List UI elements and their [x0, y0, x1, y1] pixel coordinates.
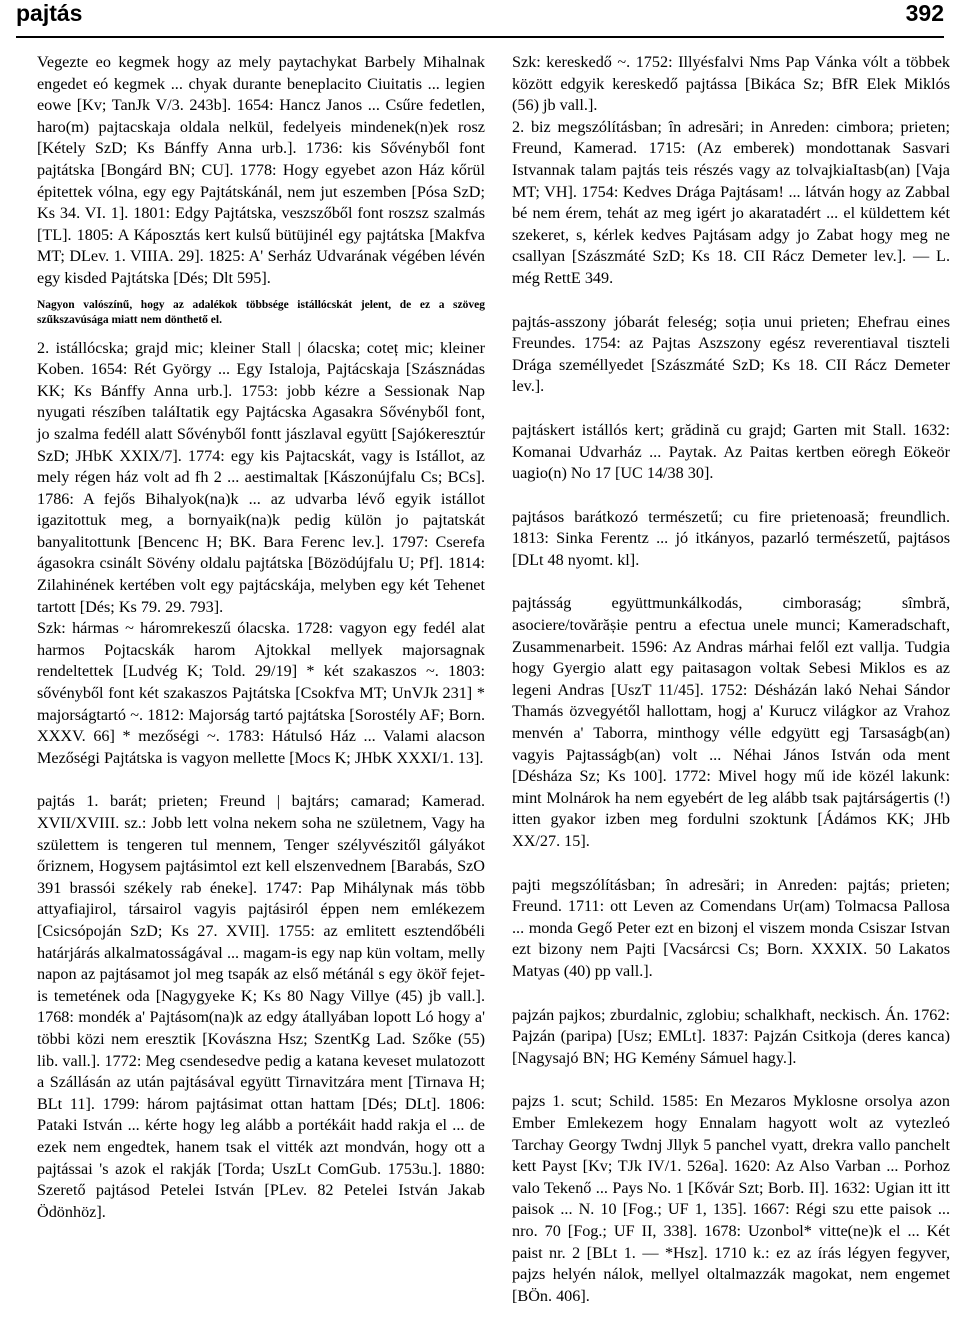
running-head: pajtás [16, 0, 83, 26]
entry-paragraph: 2. biz megszólításban; în adresări; in Anreden: cimbora; prieten; Freund, Kamerad. 1715: (Az emberek) mondottanak Sasvari Istvannak talam pajtás teis részés vagy az tolvajkiaItasb(an) [Vaja MT; VH]. 1754: Kedves Drága Pajtásam! ... látván hogy az Zabbal bé nem érem, tehát az meg igért jo akaratadért ... el küldettem két szekeret, s, kérlek kedves Pajtásam adgy jo Zabat hogy meg ne csallyan [Szászmáté SzD; Ks 18. CII Rácz Demeter lev.]. — L. még RettE 349. [512, 117, 950, 287]
entry-paragraph: pajtáskert istállós kert; grădină cu grajd; Garten mit Stall. 1632: Komanai Udvarház ... Paytak. Az Paitas kertben eöregh Eökeör uagio(n) No 17 [UC 14/38 30]. [512, 420, 950, 483]
entry-paragraph: pajtás 1. barát; prieten; Freund | bajtárs; camarad; Kamerad. XVII/XVIII. sz.: Jobb lett volna nekem soha ne születnem, Vagy ha születtem is tengeren tul mennem, Tenger szélyvészitől gályákot őriznem, Hogysem pajtásimtol ezt kell elszenvednem [Barabás, SzO 391 brassói székely rab éneke]. 1747: Pap Mihálynak más több attyafiajirol, társairol vagyis pajtásiról éppen nem emlékezem [Csicsópoján SzD; Ks 27. XVII]. 1755: az emlitett esztendőbéli határjárás alkalmatosságával ... magam-is egy nap kün voltam, melly napon az pajtásamot jol meg tsapák az első métánál s egy ököř fejet-is temetének oda [Nagygyeke K; Ks 80 Nagy Villye (45) jb vall.]. 1768: mondék a' Pajtásom(na)k az edgy átallyában lopott Ló hogy a' többi közi nem eresztik [Kovászna Hsz; SzentKg Lad. Szőke (55) lib. vall.]. 1772: Meg csendesedve pedig a katana keveset mulatozott a Szállásán az után pajtásával együtt Tirnavitzára ment [Tirnava H; BLt 11]. 1799: három pajtásimat ottan hattam [Dés; DLt]. 1806: Pataki István ... kérte hogy leg alább a portékáit hadd rakja el ... de ezek nem engedtek, hanem tsak el vitték azt mondván, hogy ott a pajtássai 's azok el rakják [Torda; UszLt ComGub. 1753u.]. 1880: Szerető pajtásod Petelei István [PLev. 82 Petelei István Jakab Ödönhöz]. [37, 792, 485, 1221]
entry-paragraph: pajtás-asszony jóbarát feleség; soția unui prieten; Ehefrau eines Freundes. 1754: az Pajtas Aszszony egész reverentiaval tiszteli Drága személlyedet [Szászmáté SzD; Ks 18. CII Rácz Demeter lev.]. [512, 312, 950, 396]
entry-paragraph: Szk: kereskedő ~. 1752: Illyésfalvi Nms Pap Vánka vólt a többek között edgyik kereskedő pajtássa [Bikáca Sz; BfR Elek Miklós (56) jb vall.]. [512, 53, 950, 115]
entry-paragraph: pajtásság együttmunkálkodás, cimboraság; sîmbră, asociere/tovărășie pentru a efectua unele munci; Kameradschaft, Zusammenarbeit. 1596: Az Andras márhai felől ezt vallja. Tudgia hogy Gyergio alatt egy paitasagon voltak Sebesi Miklos es az legeni Andras [UszT 11/45]. 1752: Désházán lakó Nehai Sándor Thamás özvegyétől hallottam, hogj a' Kurucz világkor az Vrahoz menvén a' Taborra, minthogy vélle edgyütt egj Tarsaságb(an) vagyis Pajtasságb(an) volt ... Néhai János István oda ment [Désháza Sz; Ks 100]. 1772: Mivel hogy mű ide közél lakunk: mint Molnárok ha nem egyebért de leg alább tsak pajtárságertis (!) itten gyakor izben meg fordulni szoktunk [Ádámos KK; JHb XX/27. 15]. [512, 594, 950, 850]
entry-paragraph: pajzs 1. scut; Schild. 1585: En Mezaros Myklosne orsolya azon Ember Emlekezem hogy Ennalam hagyott wolt az vytezleó Tarchay Georgy Twdnj Jllyk 5 panchel vyatt, drekra vallo panchelt kett Payst [Kv; TJk IV/1. 526a]. 1620: Az Also Varban ... Porhoz valo Tekenő ... Pays No. 1 [Kővár Szt; Borb. II]. 1632: Ugian itt itt paisok ... N. 10 [Fog.; UF 1, 135]. 1667: Régi szu ette paisok ... nro. 70 [Fog.; UF II, 338]. 1678: Uzonbol* vitte(ne)k el ... Két paist nr. 2 [BLt 1. — *Hsz]. 1710 k.: ez az írás légyen fegyver, pajzs helyén nálok, mellyel oltalmazzák magokat, nem engemet [BÖn. 406]. [512, 1092, 950, 1305]
entry-paragraph: 2. istállócska; grajd mic; kleiner Stall | ólacska; coteț mic; kleiner Koben. 1654: Rét György ... Egy Istaloja, Pajtácskaja [Szásznádas KK; Ks Bánffy Anna urb.]. 1753: jobb kézre a Sessionak Nap nyugati részíben taláItatik egy Pajtácska Agasakra Sővényből font, jo szalma fedéll alatt Sővényből fontt jászlaval együtt [Sajókeresztúr SzD; JHbK XXIX/7]. 1774: egy kis Pajtacskát, vagy is Istállot, az mely régen ház volt ad fh 2 ... aestimaltak [Kászonújfalu Cs; BCs]. 1786: A fejős Bihalyok(na)k ... az udvarba lévő egyik istállot igazitottuk meg, a bornyaik(na)k pedig külön jo pajtatskát banyalitottunk [Bencenc H; BK. Bara Ferenc lev.]. 1797: Cserefa ágasokra csinált Sövény oldalu pajtátska [Bözödújfalu U; Pf]. 1814: Zilahinének kertében volt egy pajtácskája, melyben egy két Tehenet tartott [Dés; Ks 79. 29. 793]. [37, 338, 485, 616]
page-number: 392 [905, 0, 944, 26]
page-header [16, 0, 944, 38]
entry-paragraph: pajtásos barátkozó természetű; cu fire prietenoasă; freundlich. 1813: Sinka Ferentz ... jó itkányos, pazarló természetű, pajtásos [DLt 48 nyomt. kl]. [512, 507, 950, 569]
right-column [512, 52, 950, 1307]
editorial-note: Nagyon valószínű, hogy az adalékok többsége istállócskát jelent, de ez a szöveg szűkszavúsága miatt nem dönthető el. [37, 298, 485, 326]
entry-paragraph: Szk: hármas ~ háromrekeszű ólacska. 1728: vagyon egy fedél alat harmos Pojtacskák harom Ajtokkal mellyek majorsagnak rendeltettek [Ludvég K; Told. 29/19] * két szakaszos ~. 1803: sővényből font két szakaszos Pajtátska [Csokfva MT; UnVJk 231] * majorságtartó ~. 1812: Majorság tartó pajtátska [Sorostély AF; Born. XXXV. 66] * mezőségi ~. 1783: Hátulsó Ház ... Valami alacson Mezőségi Pajtátska is vagyon mellette [Mocs K; JHbK XXXI/1. 13]. [37, 619, 485, 767]
entry-paragraph: pajti megszólításban; în adresări; in Anreden: pajtás; prieten; Freund. 1711: ott Leven az Comendans Ur(am) Tolmacsa Pallosa ... monda Gegő Peter ezt en bizonj el viszem monda Csiszar Istvan ezt bizony nem Pajti [Vacsárcsi Cs; Born. XXXIX. 50 Lakatos Matyas (40) pp vall.]. [512, 875, 950, 980]
entry-paragraph: pajzán pajkos; zburdalnic, zglobiu; schalkhaft, neckisch. Án. 1762: Pajzán (paripa) [Usz; EMLt]. 1837: Pajzán Csitkoja (deres kanca) [Nagysajó BN; HG Kemény Sámuel hagy.]. [512, 1005, 950, 1067]
entry-paragraph: Vegezte eo kegmek hogy az mely paytachykat Barbely Mihalnak engedet eó kegmek ... chyak durante beneplacito Ciuitatis ... legien eowe [Kv; TanJk V/3. 243b]. 1654: Hancz Janos ... Csűre fedetlen, haro(m) pajtacskaja oldala nelkül, fedelyeis mindenek(n)ek rosz [Kétely SzD; Ks Bánffy Anna urb.]. 1736: kis Sővényből font pajtátska [Bongárd BN; CU]. 1778: Hogy egyebet azon Ház kőrül épitettek vólna, egy egy Pajtátskánál, nem jut eszemben [Pósa SzD; Ks 34. VI. 1]. 1801: Edgy Pajtátska, veszszőből font roszsz szalmás [TL]. 1805: A Káposztás kert kulsű bütüjinél egy pajtátska [Makfva MT; DLev. 1. VIIIA. 29]. 1825: A' Serház Udvarának végében lévén egy kisded Pajtátska [Dés; Dlt 595]. [37, 53, 485, 287]
left-column [37, 52, 485, 1223]
